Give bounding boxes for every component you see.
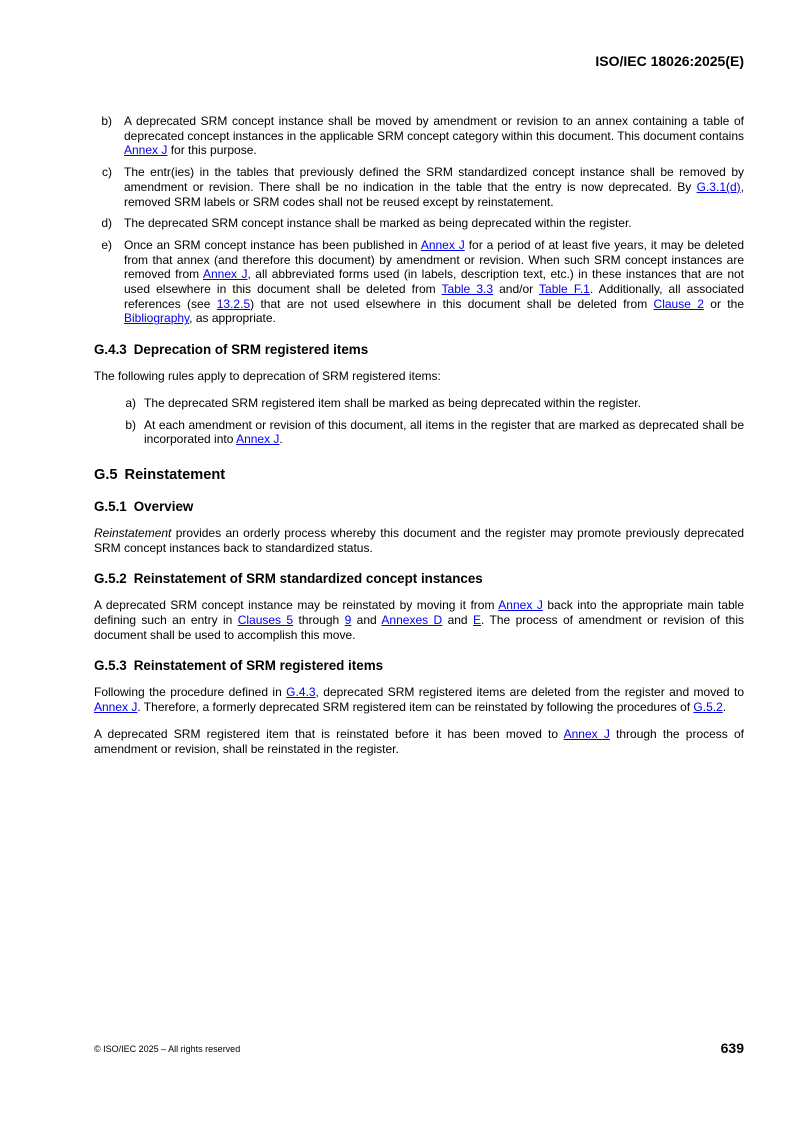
- term-reinstatement: Reinstatement: [94, 525, 172, 540]
- list-item-a: a) The deprecated SRM registered item shall be marked as being deprecated within the register.: [125, 395, 641, 410]
- table-3-3-link[interactable]: Table 3.3: [441, 282, 494, 297]
- annex-j-link[interactable]: Annex J: [124, 143, 168, 158]
- clause-9-link[interactable]: 9: [344, 613, 352, 628]
- registered-items-deprecation-list: [94, 396, 744, 447]
- g-5-3-paragraph-1: Following the procedure defined in G.4.3, deprecated SRM registered items are deleted from the register and moved to Annex J. Therefore, a formerly deprecated SRM registered item can be reinstated by following the procedures of G.5.2.: [94, 685, 744, 715]
- list-item-b: b) At each amendment or revision of this document, all items in the register that are marked as deprecated shall be incorporated into Annex J.: [125, 417, 744, 447]
- g-5-2-link[interactable]: G.5.2: [693, 700, 723, 715]
- page-number: 639: [720, 1040, 744, 1056]
- section-13-2-5-link[interactable]: 13.2.5: [216, 296, 251, 311]
- g-5-2-paragraph: A deprecated SRM concept instance may be reinstated by moving it from Annex J back into the appropriate main table defining such an entry in Clauses 5 through 9 and Annexes D and E. The process of amendment or revision of this document shall be used to accomplish this move.: [94, 598, 745, 642]
- g-4-3-intro: The following rules apply to deprecation of SRM registered items:: [94, 369, 441, 384]
- clauses-5-link[interactable]: Clauses 5: [237, 613, 294, 628]
- document-id-header: ISO/IEC 18026:2025(E): [595, 53, 744, 69]
- annex-j-link[interactable]: Annex J: [94, 700, 138, 715]
- list-item-c: c) The entr(ies) in the tables that previously defined the SRM standardized concept instance shall be removed by amendment or revision. There shall be no indication in the table that the entry is now deprecated. By G.3.1(d), removed SRM labels or SRM codes shall not be reused except by reinstatement.: [102, 165, 744, 209]
- annex-j-link[interactable]: Annex J: [236, 432, 280, 447]
- list-marker: c): [102, 165, 112, 180]
- g-4-3-link[interactable]: G.4.3: [286, 685, 316, 700]
- heading-g-5-1: G.5.1 Overview: [94, 498, 194, 514]
- annexes-d-link[interactable]: Annexes D: [381, 613, 443, 628]
- list-marker: d): [101, 216, 112, 231]
- annex-j-link[interactable]: Annex J: [498, 598, 543, 613]
- deprecation-steps-list: [94, 114, 744, 326]
- list-marker: b): [125, 417, 136, 432]
- g-3-1-d-link[interactable]: G.3.1(d): [696, 179, 741, 194]
- list-item-d: d) The deprecated SRM concept instance shall be marked as being deprecated within the register.: [101, 216, 632, 231]
- heading-g-5-3: G.5.3 Reinstatement of SRM registered items: [94, 658, 384, 674]
- heading-g-4-3: G.4.3 Deprecation of SRM registered items: [94, 342, 369, 358]
- list-marker: e): [101, 237, 112, 252]
- list-marker: b): [101, 114, 112, 128]
- clause-2-link[interactable]: Clause 2: [653, 296, 704, 311]
- annex-j-link[interactable]: Annex J: [420, 237, 465, 252]
- copyright-footer: © ISO/IEC 2025 – All rights reserved: [94, 1044, 241, 1054]
- table-f-1-link[interactable]: Table F.1: [539, 282, 590, 297]
- annex-e-link[interactable]: E: [472, 613, 481, 628]
- page-content: [94, 114, 744, 768]
- annex-j-link[interactable]: Annex J: [202, 267, 248, 282]
- heading-g-5-2: G.5.2 Reinstatement of SRM standardized concept instances: [94, 571, 483, 587]
- g-5-3-paragraph-2: A deprecated SRM registered item that is reinstated before it has been moved to Annex J through the process of amendment or revision, shall be reinstated in the register.: [94, 726, 745, 756]
- list-item-b: b) A deprecated SRM concept instance shall be moved by amendment or revision to an annex containing a table of deprecated concept instances in the applicable SRM concept category within this document. This document contains Annex J for this purpose.: [101, 114, 744, 158]
- bibliography-link[interactable]: Bibliography: [124, 311, 190, 326]
- annex-j-link[interactable]: Annex J: [563, 726, 610, 741]
- heading-g-5: G.5 Reinstatement: [94, 466, 226, 483]
- list-marker: a): [125, 395, 136, 410]
- list-item-e: e) Once an SRM concept instance has been published in Annex J for a period of at least five years, it may be deleted from that annex (and therefore this document) by amendment or revision. When such SRM concept instances are removed from Annex J, all abbreviated forms used (in labels, description text, etc.) in these instances that are not used elsewhere in this document shall be deleted from Table 3.3 and/or Table F.1. Additionally, all associated references (see 13.2.5) that are not used elsewhere in this document shall be deleted from Clause 2 or the Bibliography, as appropriate.: [101, 237, 745, 326]
- g-5-1-paragraph: Reinstatement provides an orderly process whereby this document and the register may promote previously deprecated SRM concept instances back to standardized status.: [94, 525, 744, 555]
